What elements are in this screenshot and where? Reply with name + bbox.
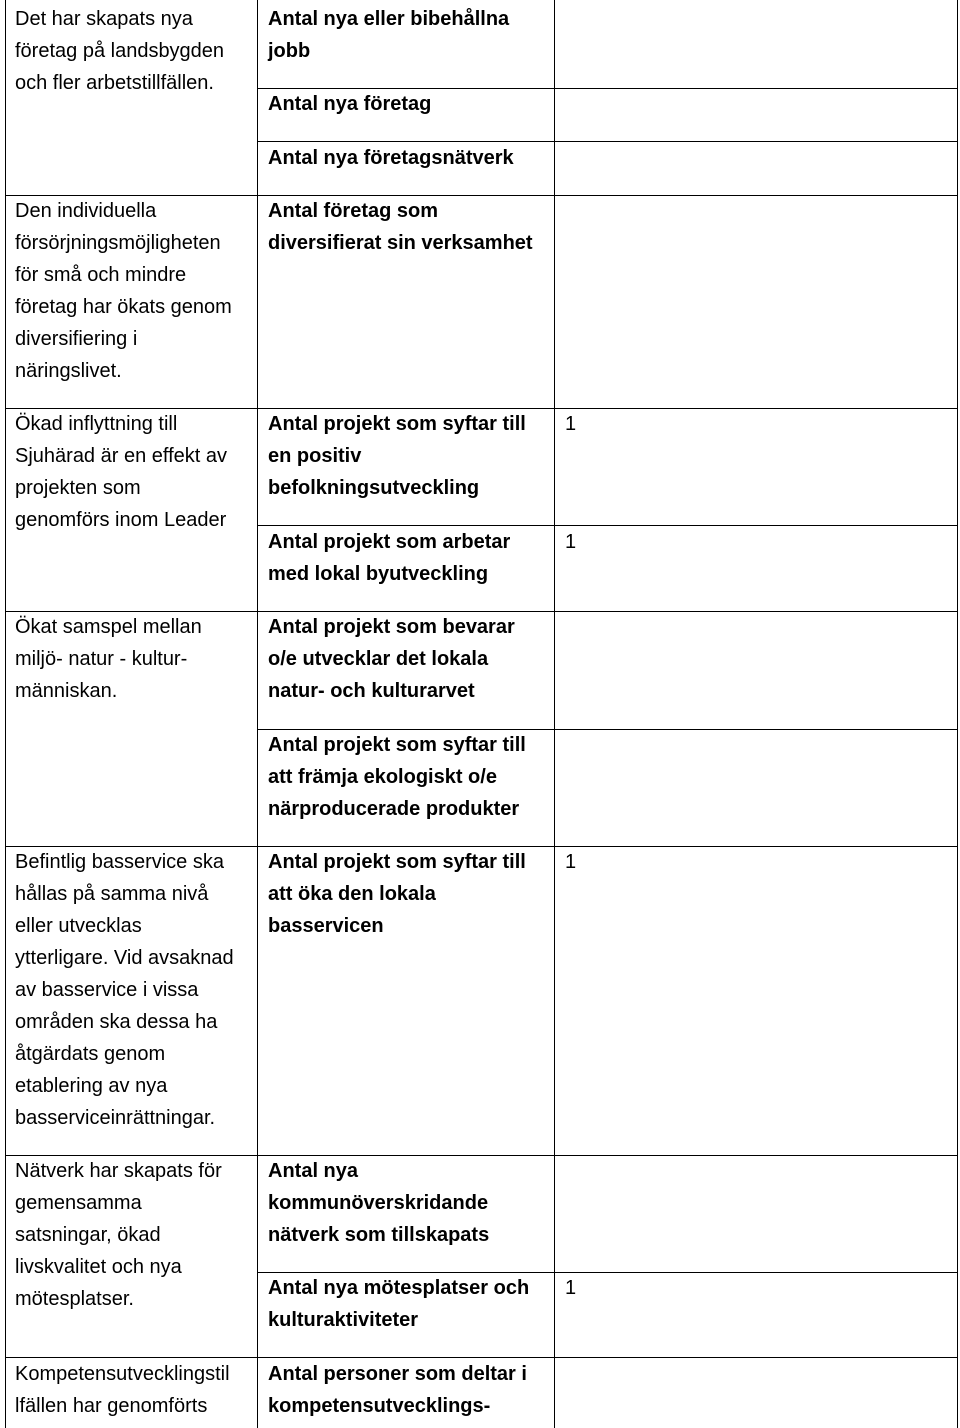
value-cell: 1 <box>565 413 577 435</box>
indicator-cell: Antal nya företagsnätverk <box>268 147 514 169</box>
column-divider-2 <box>554 0 555 1428</box>
goal-cell: Befintlig basservice ska hållas på samma nivå eller utvecklas ytterligare. Vid avsaknad av basservice i vissa områden ska dessa ha åtgärdats genom etablering av nya basserviceinrättningar. <box>15 851 234 1129</box>
indicator-cell: Antal projekt som syftar till att öka den lokala basservicen <box>268 851 526 937</box>
indicator-cell: Antal företag som diversifierat sin verksamhet <box>268 200 533 254</box>
goal-cell: Det har skapats nya företag på landsbygden och fler arbetstillfällen. <box>15 8 225 94</box>
table-border-left <box>5 0 6 1428</box>
table-border-right <box>957 0 958 1428</box>
value-cell: 1 <box>565 851 577 873</box>
goal-cell: Kompetensutvecklingstil lfällen har genomförts <box>15 1363 230 1417</box>
indicator-cell: Antal nya företag <box>268 93 432 115</box>
indicator-cell: Antal nya eller bibehållna jobb <box>268 8 510 62</box>
value-cell: 1 <box>565 1277 577 1299</box>
indicator-cell: Antal projekt som arbetar med lokal byutveckling <box>268 531 511 585</box>
goal-cell: Ökat samspel mellan miljö- natur - kultur- människan. <box>15 616 202 702</box>
indicator-cell: Antal projekt som bevarar o/e utvecklar det lokala natur- och kulturarvet <box>268 616 515 702</box>
indicator-cell: Antal projekt som syftar till att främja ekologiskt o/e närproducerade produkter <box>268 734 526 820</box>
goal-cell: Nätverk har skapats för gemensamma satsningar, ökad livskvalitet och nya mötesplatser. <box>15 1160 222 1310</box>
goal-cell: Den individuella försörjningsmöjligheten för små och mindre företag har ökats genom diversifiering i näringslivet. <box>15 200 232 382</box>
value-cell: 1 <box>565 531 577 553</box>
column-divider-1 <box>257 0 258 1428</box>
indicator-cell: Antal nya mötesplatser och kulturaktiviteter <box>268 1277 530 1331</box>
indicator-cell: Antal personer som deltar i kompetensutvecklings- <box>268 1363 527 1417</box>
goal-cell: Ökad inflyttning till Sjuhärad är en effekt av projekten som genomförs inom Leader <box>15 413 227 531</box>
indicator-cell: Antal nya kommunöverskridande nätverk som tillskapats <box>268 1160 490 1246</box>
indicator-cell: Antal projekt som syftar till en positiv befolkningsutveckling <box>268 413 526 499</box>
